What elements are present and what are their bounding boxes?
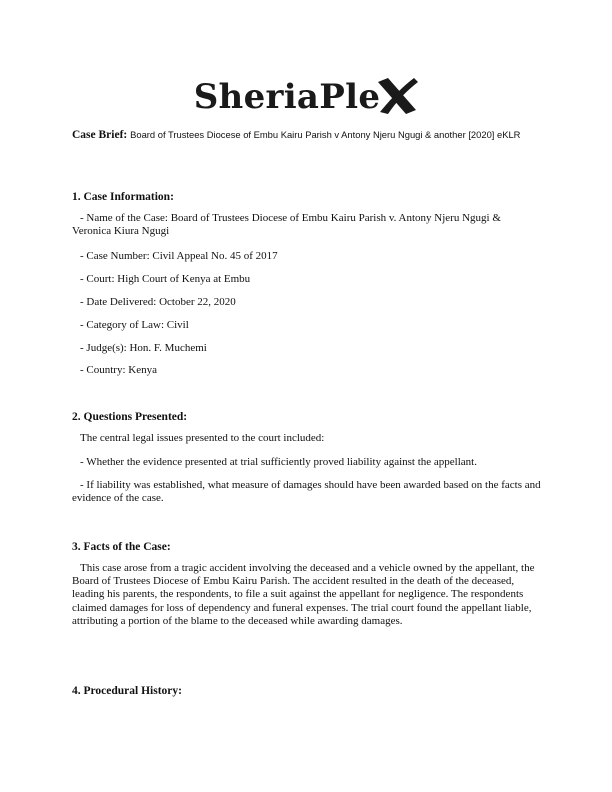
case-information-item (72, 319, 542, 332)
procedural-history-heading-block (72, 684, 542, 698)
date-delivered-item: - Date Delivered: October 22, 2020 (80, 296, 236, 308)
logo-text: SheriaPle (193, 77, 381, 117)
case-information-item (72, 342, 542, 355)
category-of-law-item: - Category of Law: Civil (80, 319, 189, 331)
judges-item: - Judge(s): Hon. F. Muchemi (80, 342, 207, 354)
logo-x-mark-icon (376, 76, 418, 116)
question-liability: - Whether the evidence presented at trial sufficiently proved liability against the appellant. (80, 456, 477, 468)
facts-heading: 3. Facts of the Case: (72, 541, 171, 553)
case-number-item: - Case Number: Civil Appeal No. 45 of 2017 (80, 250, 278, 262)
case-brief-label: Case Brief: (72, 129, 128, 141)
case-brief-name: Board of Trustees Diocese of Embu Kairu Parish v Antony Njeru Ngugi & another [2020] eKLR (130, 129, 521, 140)
facts-heading-block (72, 540, 542, 554)
case-information-heading: 1. Case Information: (72, 191, 174, 203)
questions-intro: The central legal issues presented to the court included: (80, 432, 325, 444)
case-information-item (72, 212, 542, 238)
case-information-item (72, 250, 542, 263)
case-information-item (72, 296, 542, 309)
questions-presented-heading: 2. Questions Presented: (72, 411, 188, 423)
facts-block (72, 562, 542, 628)
case-brief-title (72, 128, 542, 143)
questions-presented-item (72, 479, 542, 505)
questions-presented-item (72, 456, 542, 469)
case-information-heading-block (72, 190, 542, 204)
case-name-item: - Name of the Case: Board of Trustees Diocese of Embu Kairu Parish v. Antony Njeru Ngugi & Veronica Kiura Ngugi (72, 212, 501, 238)
question-damages: - If liability was established, what measure of damages should have been awarded based on the facts and evidence of the case. (72, 479, 541, 505)
facts-paragraph: This case arose from a tragic accident involving the deceased and a vehicle owned by the appellant, the Board of Trustees Diocese of Embu Kairu Parish. The accident resulted in the death of the deceased, leading his parents, the respondents, to file a suit against the appellant for negligence. The respondents claimed damages for loss of dependency and funeral expenses. The trial court found the appellant liable, attributing a portion of the blame to the deceased while awarding damages. (72, 562, 535, 627)
court-item: - Court: High Court of Kenya at Embu (80, 273, 251, 285)
questions-presented-heading-block (72, 410, 542, 424)
questions-presented-item (72, 432, 542, 445)
case-information-item (72, 364, 542, 377)
procedural-history-heading: 4. Procedural History: (72, 685, 182, 697)
case-information-item (72, 273, 542, 286)
country-item: - Country: Kenya (80, 364, 157, 376)
sheriaplex-logo (0, 72, 612, 122)
